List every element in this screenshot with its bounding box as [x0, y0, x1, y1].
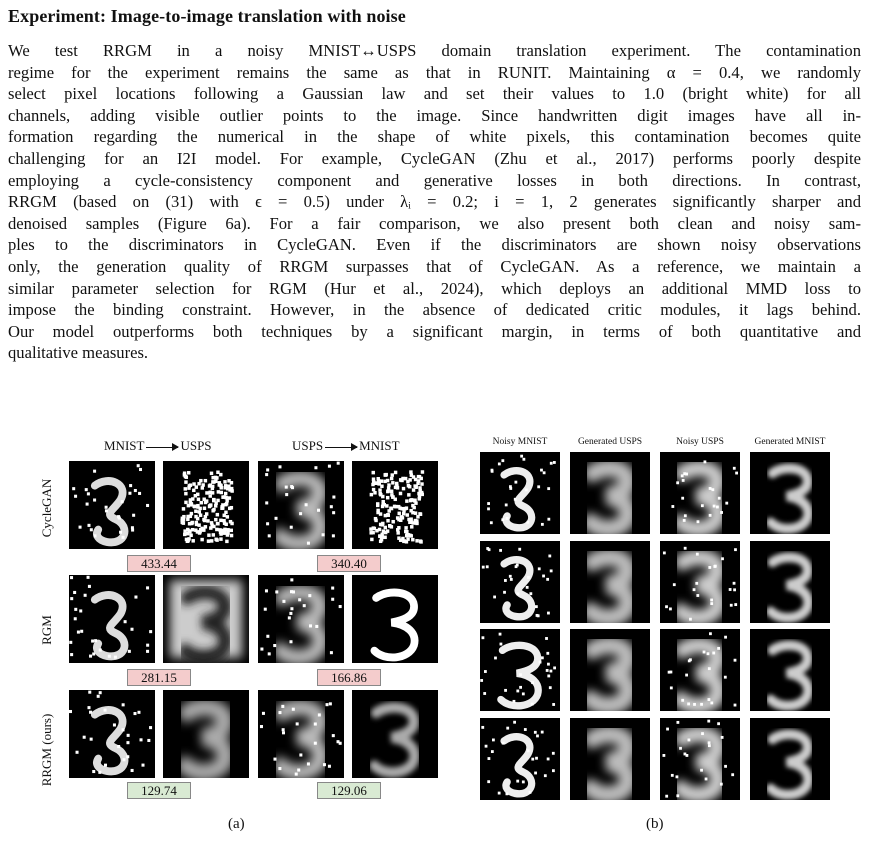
paragraph-line: We test RRGM in a noisy MNIST↔USPS domain translation experiment. The contamination	[8, 41, 861, 60]
paragraph-line: qualitative measures.	[8, 343, 149, 363]
fig-b-colhead: Generated MNIST	[754, 437, 826, 447]
fig-b-tile	[750, 452, 830, 534]
colhead-1-source: MNIST	[104, 438, 145, 453]
fig-b-tile	[480, 541, 560, 623]
fig-b-tile	[750, 629, 830, 711]
fig-a-tile	[352, 461, 438, 549]
fig-b-tile	[480, 452, 560, 534]
fig-b-tile	[660, 629, 740, 711]
fig-a-tile	[258, 461, 344, 549]
fig-a-row-label-cyclegan: CycleGAN	[39, 478, 54, 538]
fig-a-tile	[258, 690, 344, 778]
paragraph-line: ples to the discriminators in CycleGAN. Even if the discriminators are shown noisy observations	[8, 235, 861, 255]
paragraph-line: employing a cycle-consistency component and generative losses in both directions. In contrast,	[8, 170, 861, 190]
fig-a-row-label-rrgm: RRGM (ours)	[39, 713, 54, 787]
paragraph-line: denoised samples (Figure 6a). For a fair comparison, we also present both clean and noisy sam-	[8, 213, 861, 233]
fig-b-tile	[660, 541, 740, 623]
colhead-2-target: MNIST	[359, 438, 400, 453]
fig-a-tile	[352, 575, 438, 663]
paragraph-line: Our model outperforms both techniques by a significant margin, in terms of both quantitative and	[8, 321, 861, 341]
paragraph-line: impose the binding constraint. However, in the absence of dedicated critic modules, it lags behind.	[8, 300, 861, 320]
section-heading: Experiment: Image-to-image translation with noise	[8, 6, 406, 26]
arrow-right-icon	[146, 447, 178, 448]
fig-b-tile	[570, 541, 650, 623]
fig-a-colhead-1	[104, 438, 212, 454]
fig-b-colhead: Noisy USPS	[676, 437, 724, 447]
fig-b-tile	[660, 718, 740, 800]
colhead-1-target: USPS	[180, 438, 212, 453]
paragraph-line: similar parameter selection for RGM (Hur et al., 2024), which deploys an additional MMD loss to	[8, 278, 861, 298]
paragraph-line: channels, adding visible outlier points to the image. Since handwritten digit images have all in-	[8, 105, 861, 125]
fig-a-score: 340.40	[317, 555, 381, 572]
fig-b-tile	[750, 718, 830, 800]
paragraph-line: RRGM (based on (31) with ϵ = 0.5) under λᵢ = 0.2; i = 1, 2 generates significantly sharper and	[8, 192, 861, 212]
paragraph-line: select pixel locations following a Gaussian law and set their values to 1.0 (bright white) for all	[8, 84, 861, 104]
fig-b-tile	[660, 452, 740, 534]
fig-a-score: 129.06	[317, 782, 381, 799]
fig-a-tile	[69, 690, 155, 778]
paragraph-line: only, the generation quality of RRGM surpasses that of CycleGAN. As a reference, we maintain a	[8, 256, 861, 276]
fig-b-colhead: Generated USPS	[577, 437, 643, 447]
paragraph-line: challenging for an I2I model. For example, CycleGAN (Zhu et al., 2017) performs poorly despite	[8, 148, 861, 168]
fig-a-score: 166.86	[317, 669, 381, 686]
fig-a-tile	[69, 575, 155, 663]
fig-a-tile	[258, 575, 344, 663]
fig-b-tile	[480, 718, 560, 800]
fig-a-score: 129.74	[127, 782, 191, 799]
fig-a-tile	[69, 461, 155, 549]
fig-a-row-label-rgm: RGM	[39, 615, 54, 645]
fig-b-colhead: Noisy MNIST	[492, 437, 548, 447]
colhead-2-source: USPS	[292, 438, 324, 453]
fig-a-tile	[163, 575, 249, 663]
paragraph-line: formation regarding the numerical in the shape of white pixels, this contamination becomes quite	[8, 127, 861, 147]
fig-a-caption: (a)	[228, 816, 245, 832]
fig-a-tile	[352, 690, 438, 778]
fig-a-colhead-2	[292, 438, 400, 454]
fig-a-tile	[163, 461, 249, 549]
paragraph-line: regime for the experiment remains the same as that in RUNIT. Maintaining α = 0.4, we randomly	[8, 62, 861, 82]
fig-b-tile	[570, 452, 650, 534]
fig-b-tile	[750, 541, 830, 623]
body-paragraph	[8, 40, 861, 364]
fig-a-tile	[163, 690, 249, 778]
fig-b-tile	[570, 718, 650, 800]
fig-b-tile	[480, 629, 560, 711]
fig-b-tile	[570, 629, 650, 711]
fig-a-score: 281.15	[127, 669, 191, 686]
arrow-right-icon	[325, 447, 357, 448]
fig-a-score: 433.44	[127, 555, 191, 572]
fig-b-caption: (b)	[646, 816, 664, 832]
